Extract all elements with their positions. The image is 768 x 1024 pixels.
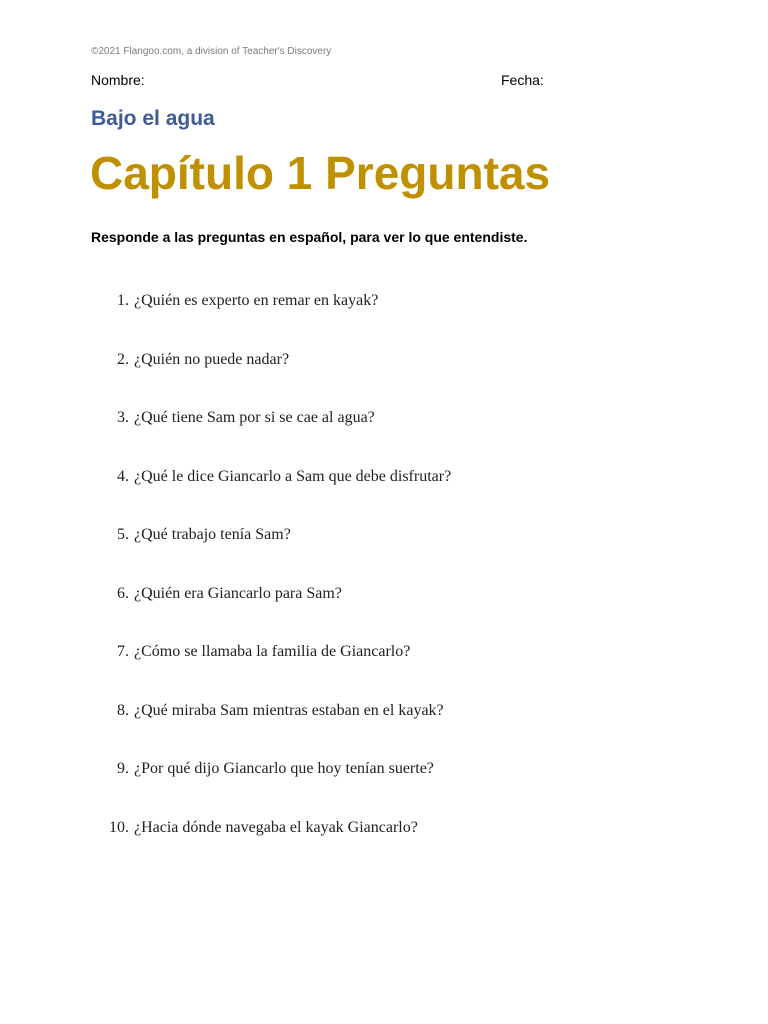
question-text: ¿Qué le dice Giancarlo a Sam que debe disfrutar? xyxy=(134,467,452,485)
question-item xyxy=(100,819,451,878)
question-number: 9. xyxy=(117,760,129,777)
question-number: 10. xyxy=(109,818,129,836)
question-number: 4. xyxy=(117,467,129,485)
question-text: ¿Quién es experto en remar en kayak? xyxy=(134,292,379,309)
question-text: ¿Qué tiene Sam por si se cae al agua? xyxy=(134,409,375,426)
question-text: ¿Quién era Giancarlo para Sam? xyxy=(134,584,342,602)
question-number: 6. xyxy=(117,584,129,602)
question-item xyxy=(100,760,451,819)
book-title: Bajo el agua xyxy=(91,107,215,130)
question-number: 5. xyxy=(117,526,129,543)
instructions: Responde a las preguntas en español, para ver lo que entendiste. xyxy=(91,229,528,245)
question-number: 2. xyxy=(117,350,129,368)
question-list xyxy=(100,292,451,877)
date-label: Fecha: xyxy=(501,72,544,88)
question-number: 7. xyxy=(117,643,129,660)
question-item xyxy=(100,585,451,644)
question-item xyxy=(100,526,451,585)
question-text: ¿Qué trabajo tenía Sam? xyxy=(134,526,291,543)
copyright-notice: ©2021 Flangoo.com, a division of Teacher's Discovery xyxy=(91,46,332,57)
question-text: ¿Qué miraba Sam mientras estaban en el kayak? xyxy=(134,701,444,719)
question-item xyxy=(100,643,451,702)
question-item xyxy=(100,351,451,410)
question-text: ¿Hacia dónde navegaba el kayak Giancarlo? xyxy=(134,818,418,836)
question-item xyxy=(100,468,451,527)
question-item xyxy=(100,292,451,351)
question-item xyxy=(100,409,451,468)
question-text: ¿Quién no puede nadar? xyxy=(134,350,290,368)
question-number: 1. xyxy=(117,292,129,309)
question-text: ¿Cómo se llamaba la familia de Giancarlo? xyxy=(134,643,411,660)
page-title: Capítulo 1 Preguntas xyxy=(90,147,551,199)
name-label: Nombre: xyxy=(91,72,145,88)
question-number: 8. xyxy=(117,701,129,719)
question-text: ¿Por qué dijo Giancarlo que hoy tenían suerte? xyxy=(134,760,434,777)
question-item xyxy=(100,702,451,761)
question-number: 3. xyxy=(117,409,129,426)
